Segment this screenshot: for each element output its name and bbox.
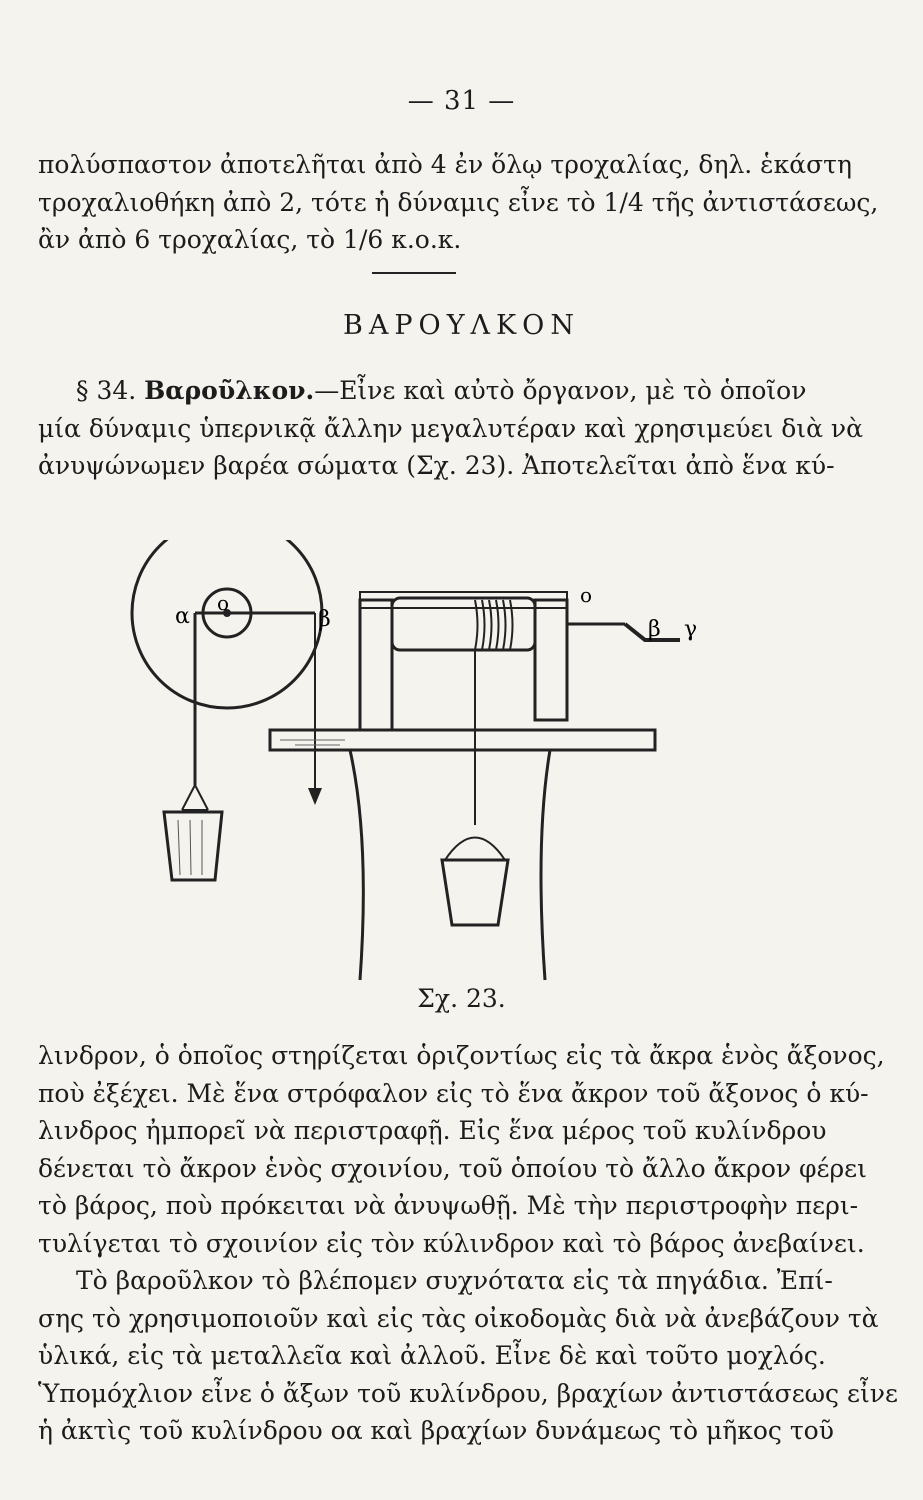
label-omicron-right: ο [580,583,593,607]
text-line: μία δύναμις ὑπερνικᾷ ἄλλην μεγαλυτέραν καὶ χρησιμεύει διὰ νὰ [38,413,864,443]
figure-caption: Σχ. 23. [417,984,506,1013]
label-omicron-left: ο [217,591,230,615]
label-beta-right: β [648,617,661,642]
well-hatch [280,740,345,745]
intro-paragraph [38,146,879,259]
section-paragraph [38,372,864,485]
force-arrow [308,788,322,805]
wheel-circle [132,540,322,708]
bucket-handle [445,838,505,861]
text-line [38,372,807,410]
well-walls [350,750,550,980]
body-paragraph [38,1037,885,1262]
hook-left [182,785,208,810]
text-line: δένεται τὸ ἄκρον ἑνὸς σχοινίου, τοῦ ὁποίου τὸ ἄλλο ἄκρον φέρει [38,1153,867,1183]
text-line: ἂν ἀπὸ 6 τροχαλίας, τὸ 1/6 κ.ο.κ. [38,225,462,254]
bucket [442,860,508,925]
weight-hatch [190,820,191,875]
weight-left [164,812,222,880]
label-gamma: γ [684,617,698,642]
section-term: Βαροῦλκον. [144,376,315,405]
text-line: ἀνυψώνωμεν βαρέα σώματα (Σχ. 23). Ἀποτελεῖται ἀπὸ ἕνα κύ- [38,451,835,480]
section-number: § 34. [76,376,137,405]
windlass-figure [120,540,720,1000]
text-line: τὸ βάρος, ποὺ πρόκειται νὰ ἀνυψωθῇ. Μὲ τὴν περιστροφὴν περι- [38,1191,859,1220]
page-number: — 31 — [407,86,516,116]
text-line: ποὺ ἐξέχει. Μὲ ἕνα στρόφαλον εἰς τὸ ἕνα ἄκρον τοῦ ἄξονος ὁ κύ- [38,1078,869,1108]
section-divider [372,272,456,274]
section-heading: ΒΑΡΟΥΛΚΟΝ [343,310,580,341]
text-line: Τὸ βαροῦλκον τὸ βλέπομεν συχνότατα εἰς τὰ πηγάδια. Ἐπί- [76,1266,833,1295]
text-line: ἡ ἀκτὶς τοῦ κυλίνδρου οα καὶ βραχίων δυνάμεως τὸ μῆκος τοῦ [38,1416,834,1445]
frame-post-left [360,600,392,730]
text-line: τυλίγεται τὸ σχοινίον εἰς τὸν κύλινδρον καὶ τὸ βάρος ἀνεβαίνει. [38,1228,865,1258]
text-line: πολύσπαστον ἀποτελῆται ἀπὸ 4 ἐν ὅλῳ τροχαλίας, δηλ. ἑκάστη [38,150,852,179]
windlass-cylinder [392,598,535,650]
section-line-text: —Εἶνε καὶ αὐτὸ ὄργανον, μὲ τὸ ὁποῖον [314,376,807,405]
weight-hatch [178,820,180,875]
text-line: τροχαλιοθήκη ἀπὸ 2, τότε ἡ δύναμις εἶνε τὸ 1/4 τῆς ἀντιστάσεως, [38,187,879,217]
label-beta-left: β [318,607,331,632]
text-line: Ὑπομόχλιον εἶνε ὁ ἄξων τοῦ κυλίνδρου, βραχίων ἀντιστάσεως εἶνε [38,1378,898,1408]
text-line: λινδρον, ὁ ὁποῖος στηρίζεται ὁριζοντίως εἰς τὰ ἄκρα ἑνὸς ἄξονος, [38,1041,885,1070]
text-line: σης τὸ χρησιμοποιοῦν καὶ εἰς τὰς οἰκοδομὰς διὰ νὰ ἀνεβάζουν τὰ [38,1303,879,1333]
frame-post-right [535,600,567,720]
label-alpha: α [175,604,190,629]
body-paragraph-2 [38,1262,898,1450]
text-line: ὑλικά, εἰς τὰ μεταλλεῖα καὶ ἀλλοῦ. Εἶνε δὲ καὶ τοῦτο μοχλός. [38,1341,826,1370]
text-line: λινδρος ἠμπορεῖ νὰ περιστραφῇ. Εἰς ἕνα μέρος τοῦ κυλίνδρου [38,1116,827,1145]
